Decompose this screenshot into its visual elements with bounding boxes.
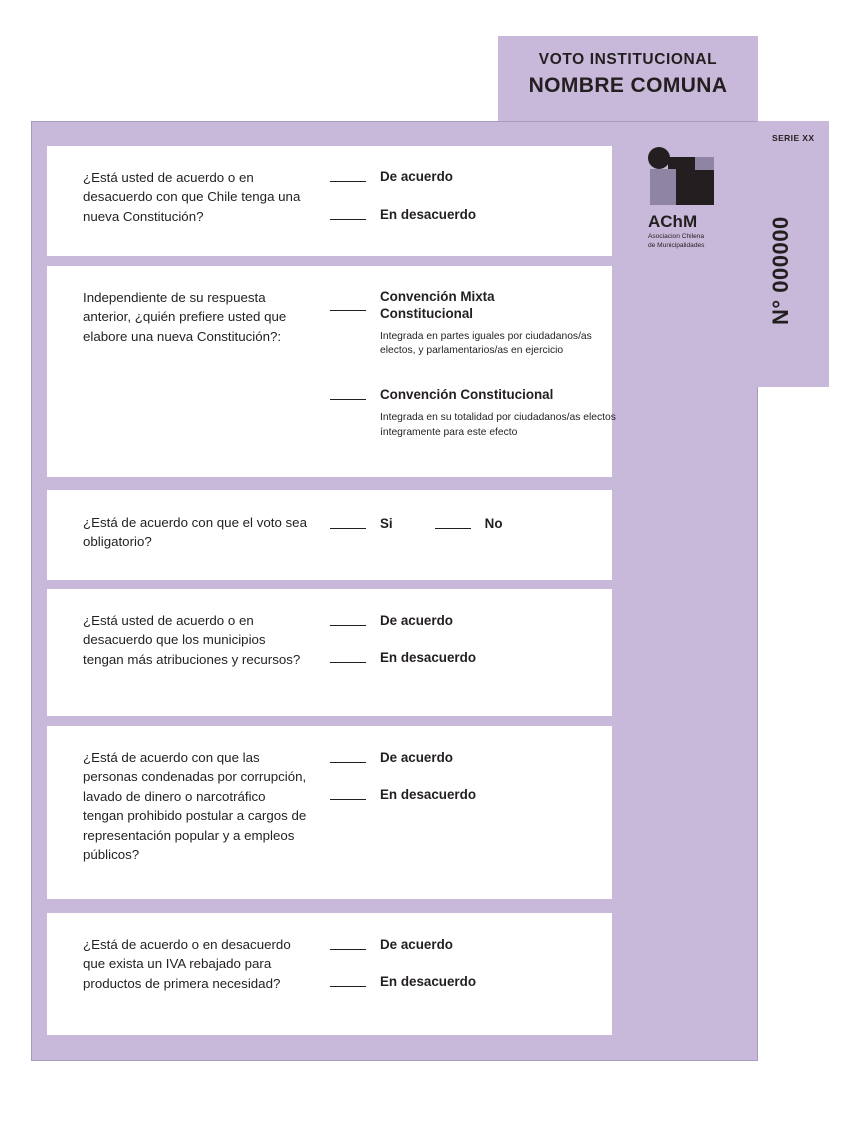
write-in-line-icon[interactable] [330,518,366,529]
option-row-1-1[interactable] [330,168,620,185]
option-label-5-1: De acuerdo [380,750,453,765]
header-title-comuna: NOMBRE COMUNA [528,74,728,97]
option-label-2-2: Convención Constitucional [380,387,554,403]
option-row-5-2[interactable] [330,786,620,803]
option-row-3-2[interactable] [435,515,503,532]
question-card-4 [47,589,612,716]
write-in-line-icon[interactable] [330,209,366,220]
option-label-3-2: No [484,516,503,531]
achm-logo-mark-icon [648,147,714,209]
question-card-3 [47,490,612,580]
write-in-line-icon[interactable] [330,615,366,626]
option-sub-2-1: Integrada en partes iguales por ciudadanos/as electos, y parlamentarios/as en ejercicio [380,331,592,357]
option-row-6-2[interactable] [330,973,620,990]
question-text-4: ¿Está usted de acuerdo o en desacuerdo que los municipios tengan más atribuciones y recursos? [83,613,301,667]
option-row-2-1[interactable] [330,288,620,322]
question-card-1 [47,146,612,256]
question-text-3: ¿Está de acuerdo con que el voto sea obligatorio? [83,515,307,550]
achm-logo [648,147,720,265]
option-row-2-2[interactable] [330,386,620,403]
serie-label: SERIE XX [772,133,815,143]
option-label-2-1: Convención Mixta Constitucional [380,289,495,321]
question-card-2 [47,266,616,477]
option-row-3-1[interactable] [330,515,393,532]
option-row-1-2[interactable] [330,206,620,223]
ballot-header [498,36,758,126]
question-card-6 [47,913,612,1035]
option-row-6-1[interactable] [330,936,620,953]
write-in-line-icon[interactable] [330,389,366,400]
option-row-4-2[interactable] [330,649,620,666]
option-block-2-2[interactable] [330,386,620,439]
achm-logo-name: AChM [648,212,698,231]
achm-logo-sub1: Asociacion Chilena [648,233,705,240]
write-in-line-icon[interactable] [330,300,366,311]
option-label-1-2: En desacuerdo [380,207,476,222]
question-text-2: Independiente de su respuesta anterior, ¿quién prefiere usted que elabore una nueva Constitución?: [83,290,287,344]
write-in-line-icon[interactable] [330,976,366,987]
write-in-line-icon[interactable] [330,752,366,763]
achm-logo-sub2: de Municipalidades [648,241,705,249]
write-in-line-icon[interactable] [435,518,471,529]
serial-number: N° 000000 [768,216,793,325]
question-card-5 [47,726,612,899]
option-sub-2-2: Integrada en su totalidad por ciudadanos/as electos íntegramente para este efecto [380,412,616,438]
question-text-5: ¿Está de acuerdo con que las personas condenadas por corrupción, lavado de dinero o narcotráfico tengan prohibido postular a cargos de representación popular y a empleos públicos? [83,750,307,863]
option-label-1-1: De acuerdo [380,169,453,184]
question-text-6: ¿Está de acuerdo o en desacuerdo que exista un IVA rebajado para productos de primera necesidad? [83,937,291,991]
write-in-line-icon[interactable] [330,652,366,663]
option-block-2-1[interactable] [330,288,620,358]
header-title-institutional: VOTO INSTITUCIONAL [538,51,718,68]
option-label-4-1: De acuerdo [380,613,453,628]
write-in-line-icon[interactable] [330,939,366,950]
write-in-line-icon[interactable] [330,171,366,182]
option-label-6-2: En desacuerdo [380,974,476,989]
option-label-3-1: Si [380,516,393,531]
question-text-1: ¿Está usted de acuerdo o en desacuerdo con que Chile tenga una nueva Constitución? [83,170,301,224]
option-row-5-1[interactable] [330,749,620,766]
option-label-4-2: En desacuerdo [380,650,476,665]
option-label-5-2: En desacuerdo [380,787,476,802]
option-label-6-1: De acuerdo [380,937,453,952]
write-in-line-icon[interactable] [330,789,366,800]
option-row-4-1[interactable] [330,612,620,629]
